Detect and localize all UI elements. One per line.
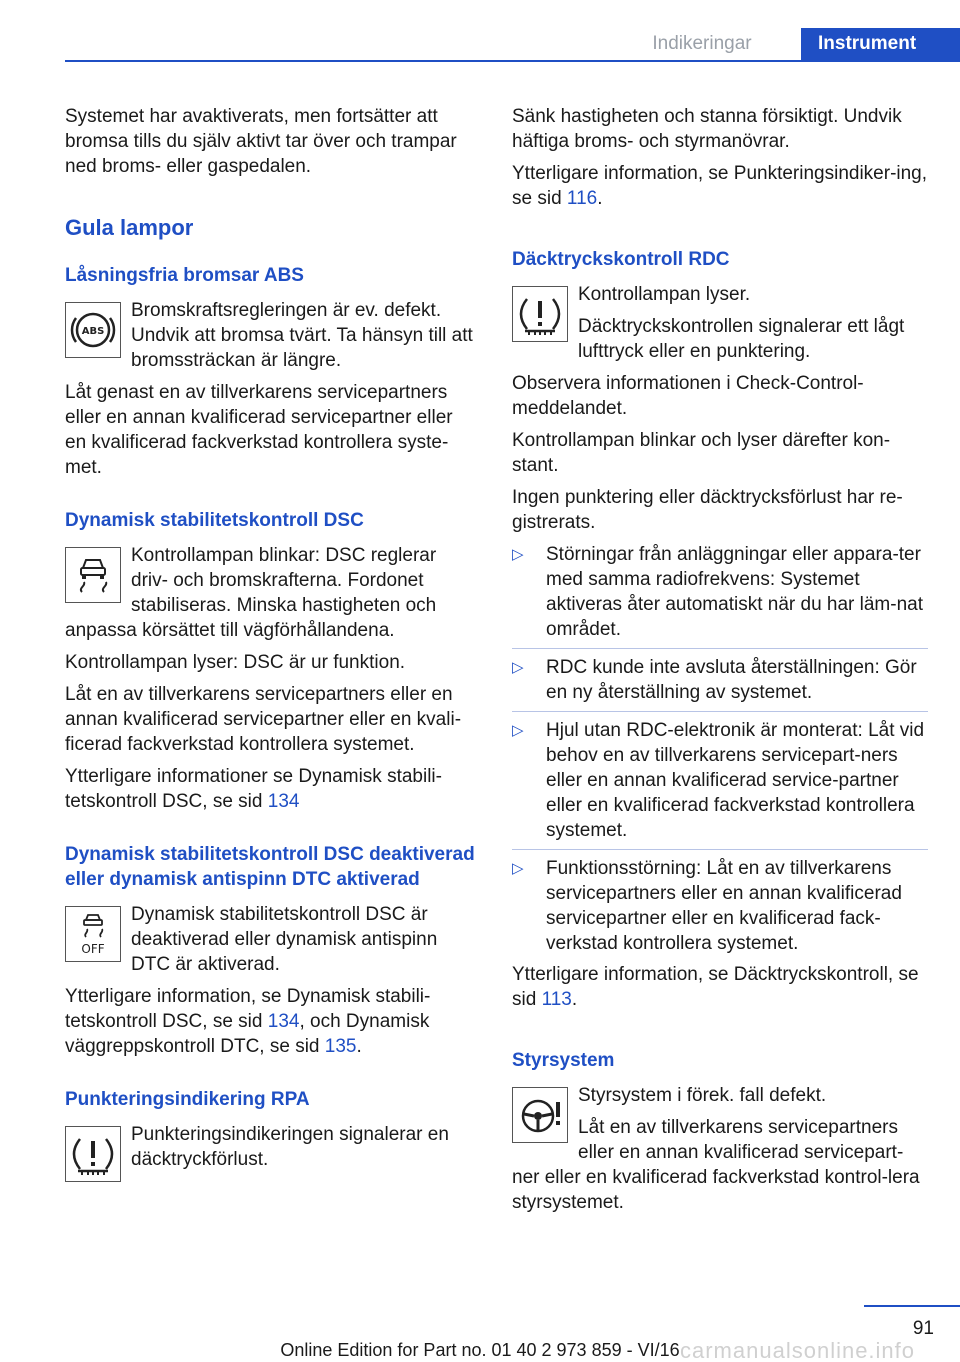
abs-text-2: Låt genast en av tillverkarens servicepartners eller en annan kvalificerad servicepartner eller en kvalificerad fackverkstad kontrollera syste-met. — [65, 382, 453, 478]
dsc-car-skid-icon — [65, 547, 121, 603]
svg-text:ABS: ABS — [81, 326, 105, 337]
rpa-cont-text-1: Sänk hastigheten och stanna försiktigt. Undvik häftiga broms- och styrmanövrar. — [512, 106, 902, 152]
watermark: carmanualsonline.info — [680, 1338, 916, 1362]
page-link-134[interactable]: 134 — [267, 1011, 300, 1032]
list-item: ▷ Hjul utan RDC-elektronik är monterat: Låt vid behov en av tillverkarens servicepart-ners eller en annan kvalificerad service-partner eller en kvalificerad fackverkstad kontrollera systemet. — [512, 718, 928, 843]
dtc-text-1: Dynamisk stabilitetskontroll DSC är deaktiverad eller dynamisk antispinn DTC är aktiverad. — [131, 904, 438, 975]
rdc-text-2: Däcktryckskontrollen signalerar ett lågt lufttryck eller en punktering. — [578, 316, 905, 362]
section-tab[interactable]: Indikeringar — [652, 33, 752, 54]
steering-wheel-warning-icon — [512, 1087, 568, 1143]
footer-divider — [864, 1305, 960, 1307]
page-link-116[interactable]: 116 — [566, 188, 598, 209]
list-divider — [512, 711, 928, 712]
list-divider — [512, 648, 928, 649]
dsc-text-4: Ytterligare informationer se Dynamisk stabili-tetskontroll DSC, se sid 134 — [65, 766, 442, 812]
gula-lampor-heading: Gula lampor — [65, 215, 194, 240]
page-link-135[interactable]: 135 — [324, 1036, 357, 1057]
abs-text-1: Bromskraftsregleringen är ev. defekt. Undvik att bromsa tvärt. Ta hänsyn till att bromssträckan är längre. — [131, 300, 473, 371]
page-header — [65, 28, 960, 60]
styr-text-2: Låt en av tillverkarens servicepartners eller en annan kvalificerad servicepart-ner eller en kvalificerad fackverkstad kontrol-lera styrsystemet. — [512, 1117, 920, 1213]
rdc-text-5: Ingen punktering eller däcktrycksförlust har re-gistrerats. — [512, 487, 903, 533]
styrsystem-heading: Styrsystem — [512, 1050, 615, 1071]
dsc-off-icon — [65, 906, 121, 962]
rpa-text-1: Punkteringsindikeringen signalerar en däcktryckförlust. — [131, 1124, 449, 1170]
chapter-tab[interactable]: Instrument — [801, 28, 960, 60]
intro-text: Systemet har avaktiverats, men fortsätter att bromsa tills du själv aktivt tar över och trampar ned broms- eller gaspedalen. — [65, 106, 457, 177]
dtc-heading: Dynamisk stabilitetskontroll DSC deaktiverad eller dynamisk antispinn DTC aktiverad — [65, 844, 475, 890]
page-link-134[interactable]: 134 — [267, 791, 300, 812]
rdc-text-6: Ytterligare information, se Däcktryckskontroll, se sid 113. — [512, 964, 919, 1010]
edition-footer: Online Edition for Part no. 01 40 2 973 859 - VI/16 — [280, 1340, 680, 1360]
dsc-text-2: Kontrollampan lyser: DSC är ur funktion. — [65, 652, 406, 673]
page-link-113[interactable]: 113 — [541, 989, 572, 1010]
abs-warning-icon — [65, 302, 121, 358]
right-column — [512, 104, 928, 1222]
list-item: ▷ RDC kunde inte avsluta återställningen: Gör en ny återställning av systemet. — [512, 655, 928, 705]
svg-text:OFF: OFF — [81, 942, 105, 956]
dsc-heading: Dynamisk stabilitetskontroll DSC — [65, 510, 364, 531]
rpa-heading: Punkteringsindikering RPA — [65, 1089, 310, 1110]
dsc-text-1: Kontrollampan blinkar: DSC reglerar driv- och bromskrafterna. Fordonet stabiliseras. Minska hastigheten och anpassa körsättet till vägförhållandena. — [65, 545, 437, 641]
rdc-text-4: Kontrollampan blinkar och lyser därefter kon-stant. — [512, 430, 891, 476]
dtc-text-2: Ytterligare information, se Dynamisk stabili-tetskontroll DSC, se sid 134, och Dynamisk väggreppskontroll DTC, se sid 135. — [65, 986, 431, 1057]
left-column — [65, 104, 478, 1186]
list-divider — [512, 849, 928, 850]
rpa-cont-text-2: Ytterligare information, se Punkteringsindiker-ing, se sid 116. — [512, 163, 928, 209]
tire-pressure-warning-icon — [65, 1126, 121, 1182]
styr-text-1: Styrsystem i förek. fall defekt. — [578, 1085, 827, 1106]
rdc-bullet-list — [512, 542, 928, 956]
list-item: ▷ Funktionsstörning: Låt en av tillverkarens servicepartners eller en annan kvalificerad servicepartner eller en kvalificerad fack-verkstad kontrollera systemet. — [512, 856, 928, 956]
rdc-heading: Däcktryckskontroll RDC — [512, 249, 730, 270]
rdc-text-1: Kontrollampan lyser. — [578, 284, 751, 305]
dsc-text-3: Låt en av tillverkarens servicepartners eller en annan kvalificerad servicepartner eller en kvali-ficerad fackverkstad kontrollera systemet. — [65, 684, 462, 755]
list-item: ▷ Störningar från anläggningar eller appara-ter med samma radiofrekvens: Systemet aktiveras åter automatiskt när du har läm-nat området. — [512, 542, 928, 642]
page-number: 91 — [912, 1318, 934, 1339]
rdc-tire-warning-icon — [512, 286, 568, 342]
rdc-text-3: Observera informationen i Check-Control-meddelandet. — [512, 373, 864, 419]
header-divider — [65, 60, 960, 62]
abs-heading: Låsningsfria bromsar ABS — [65, 265, 304, 286]
